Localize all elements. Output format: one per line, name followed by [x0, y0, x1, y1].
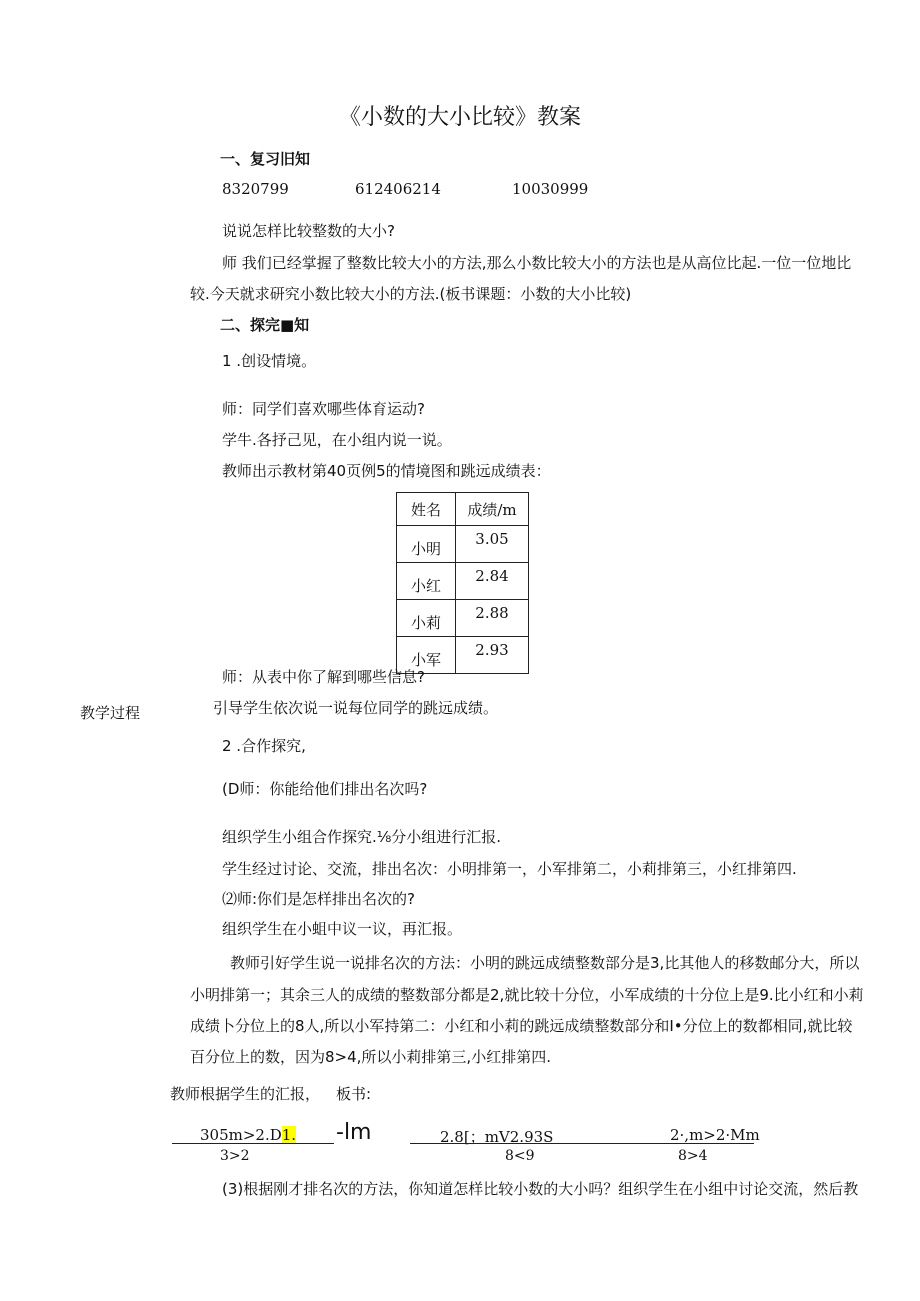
review-number: 612406214 [355, 180, 441, 198]
fraction-line [588, 1143, 754, 1144]
step1-label: 1 .创设情境。 [222, 352, 317, 370]
fraction-line [410, 1143, 588, 1144]
review-question: 说说怎样比较整数的大小? [222, 222, 395, 240]
table-cell-name: 小莉 [397, 600, 456, 637]
table-row [397, 526, 529, 563]
discussion-question: (3)根据刚才排名次的方法，你知道怎样比较小数的大小吗？组织学生在小组中讨论交流，然后教 [222, 1180, 859, 1198]
board-label: 板书: [336, 1085, 372, 1103]
table-header-name: 姓名 [397, 493, 456, 526]
student-response: 学牛.各抒己见，在小组内说一说。 [222, 431, 452, 449]
score-table [396, 492, 529, 674]
equation-reason: 3>2 [220, 1148, 250, 1164]
table-cell-score: 2.88 [456, 600, 529, 637]
equation-reason: 8>4 [678, 1148, 708, 1164]
teacher-display: 教师出示教材第40页例5的情境图和跳远成绩表： [222, 462, 551, 480]
table-header-row [397, 493, 529, 526]
guide-text: 引导学生依次说一说每位同学的跳远成绩。 [213, 699, 499, 717]
table-cell-score: 2.84 [456, 563, 529, 600]
page-title: 《小数的大小比较》教案 [338, 105, 581, 130]
teacher-question: (D师：你能给他们排出名次吗? [222, 780, 428, 798]
table-cell-score: 3.05 [456, 526, 529, 563]
organize-text: 组织学生小组合作探究.⅛分小组进行汇报. [222, 828, 502, 846]
highlighted-text: 1. [281, 1126, 297, 1144]
explain-line: 小明排第一；其余三人的成绩的整数部分都是2,就比较十分位，小军成绩的十分位上是9.比小红和小莉 [190, 986, 864, 1004]
equation-tail: -lm [336, 1120, 372, 1145]
teacher-question: ⑵师:你们是怎样排出名次的? [222, 890, 416, 908]
equation-text: 305m>2.D [200, 1126, 282, 1144]
fraction-line [172, 1143, 334, 1144]
board-intro: 教师根据学生的汇报， [170, 1085, 321, 1103]
organize-text: 组织学生在小蛆中议一议，再汇报。 [222, 920, 463, 938]
explain-line: 教师引好学生说一说排名次的方法：小明的跳远成绩整数部分是3,比其他人的移数邮分大，所以 [230, 954, 860, 972]
teacher-intro-line2: 较.今天就求研究小数比较大小的方法.(板书课题：小数的大小比较) [190, 285, 632, 303]
table-cell-name: 小红 [397, 563, 456, 600]
teacher-question: 师：从表中你了解到哪些信息? [222, 668, 425, 686]
review-number: 10030999 [512, 180, 589, 198]
table-cell-name: 小军 [397, 637, 456, 674]
ranking-result: 学生经过讨论、交流，排出名次：小明排第一，小军排第二，小莉排第三，小红排第四. [222, 860, 797, 878]
side-label: 教学过程 [80, 704, 141, 722]
board-equation-1 [200, 1126, 296, 1144]
board-equation-3: 2·,m>2·Mm [670, 1126, 760, 1144]
table-cell-name: 小明 [397, 526, 456, 563]
table-cell-score: 2.93 [456, 637, 529, 674]
table-row [397, 563, 529, 600]
equation-reason: 8<9 [505, 1148, 535, 1164]
step2-label: 2 .合作探究, [222, 737, 306, 755]
explain-line: 成绩卜分位上的8人,所以小军持第二：小红和小莉的跳远成绩整数部分和I•分位上的数都相同,就比较 [190, 1017, 853, 1035]
review-number: 8320799 [222, 180, 289, 198]
section2-heading: 二、探完■知 [220, 316, 310, 334]
table-row [397, 600, 529, 637]
section1-heading: 一、复习旧知 [220, 150, 311, 168]
teacher-question: 师：同学们喜欢哪些体育运动? [222, 400, 425, 418]
table-header-score: 成绩/m [456, 493, 529, 526]
board-equation-2: 2.8[；mV2.93S [440, 1128, 554, 1146]
explain-line: 百分位上的数，因为8>4,所以小莉排第三,小红排第四. [190, 1048, 551, 1066]
teacher-intro-line1: 师 我们已经掌握了整数比较大小的方法,那么小数比较大小的方法也是从高位比起.一位一位地比 [222, 254, 852, 272]
